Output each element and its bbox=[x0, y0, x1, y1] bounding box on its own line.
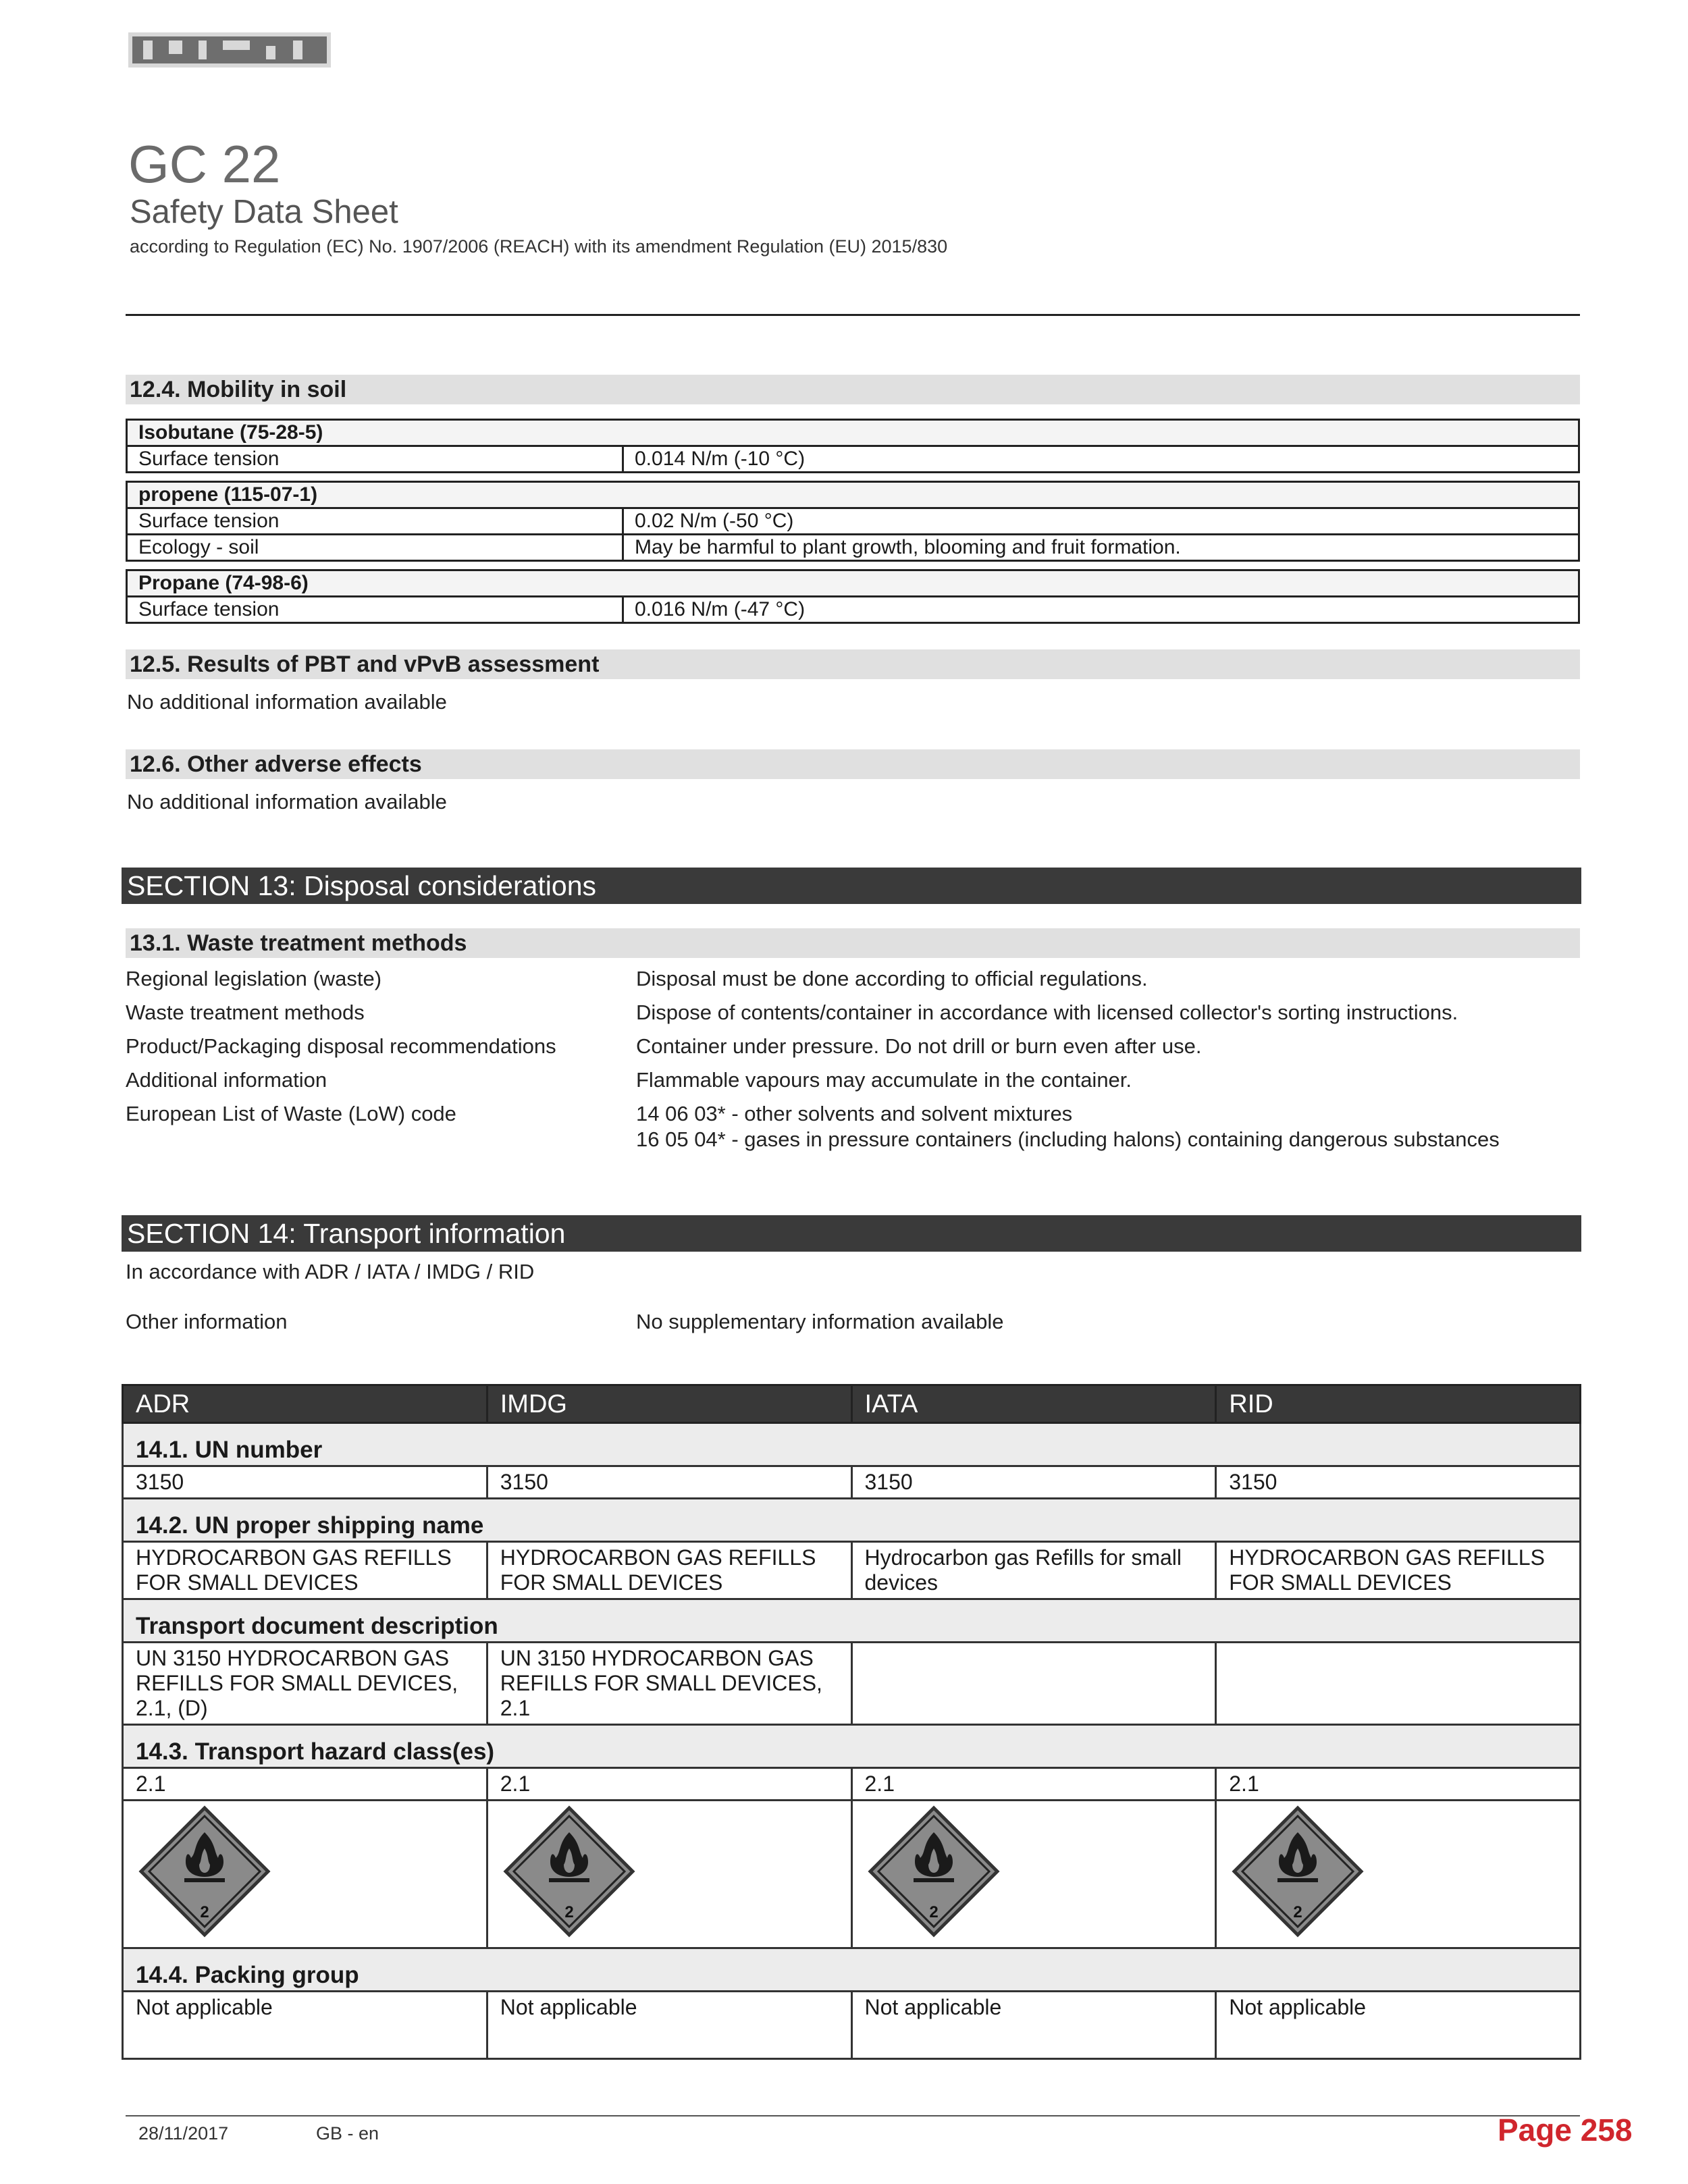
shipping-name-cell: Hydrocarbon gas Refills for small devices bbox=[851, 1542, 1216, 1599]
subheading-shipping-name: 14.2. UN proper shipping name bbox=[123, 1499, 1581, 1542]
pbt-text: No additional information available bbox=[127, 690, 447, 714]
disposal-value: Disposal must be done according to official regulations. bbox=[636, 967, 1148, 990]
company-logo bbox=[128, 32, 331, 68]
section-13-bar: SECTION 13: Disposal considerations bbox=[122, 868, 1581, 904]
section-14-bar: SECTION 14: Transport information bbox=[122, 1215, 1581, 1252]
substance-name: Propane (74-98-6) bbox=[127, 570, 1579, 597]
packing-group-cell: Not applicable bbox=[1216, 1992, 1581, 2059]
packing-group-cell: Not applicable bbox=[851, 1992, 1216, 2059]
heading-12-4: 12.4. Mobility in soil bbox=[126, 375, 1580, 404]
transport-doc-cell bbox=[851, 1643, 1216, 1725]
disposal-value: 14 06 03* - other solvents and solvent mixtures bbox=[636, 1102, 1073, 1125]
column-header: IATA bbox=[851, 1385, 1216, 1423]
hazard-class-cell: 2.1 bbox=[487, 1768, 851, 1801]
property-value: May be harmful to plant growth, blooming and fruit formation. bbox=[623, 535, 1579, 561]
property-value: 0.014 N/m (-10 °C) bbox=[623, 446, 1579, 473]
footer-date: 28/11/2017 bbox=[138, 2123, 229, 2143]
column-header: RID bbox=[1216, 1385, 1581, 1423]
heading-13-1: 13.1. Waste treatment methods bbox=[126, 928, 1580, 958]
subheading-un-number: 14.1. UN number bbox=[123, 1423, 1581, 1466]
isobutane-table bbox=[126, 419, 1580, 473]
un-number-cell: 3150 bbox=[1216, 1466, 1581, 1499]
other-info-label: Other information bbox=[126, 1310, 288, 1333]
flammable-gas-diamond-icon bbox=[502, 1804, 637, 1939]
subheading-transport-doc: Transport document description bbox=[123, 1599, 1581, 1643]
pictogram-cell bbox=[123, 1801, 487, 1948]
column-header: IMDG bbox=[487, 1385, 851, 1423]
property-label: Surface tension bbox=[127, 508, 623, 535]
column-header: ADR bbox=[123, 1385, 487, 1423]
header-divider bbox=[126, 314, 1580, 316]
other-info-value: No supplementary information available bbox=[636, 1310, 1004, 1333]
un-number-cell: 3150 bbox=[851, 1466, 1216, 1499]
shipping-name-cell: HYDROCARBON GAS REFILLS FOR SMALL DEVICES bbox=[123, 1542, 487, 1599]
svg-text:2: 2 bbox=[1293, 1903, 1302, 1921]
document-subtitle: Safety Data Sheet bbox=[130, 194, 398, 230]
page-number: Page 258 bbox=[1498, 2112, 1633, 2148]
disposal-value: Flammable vapours may accumulate in the container. bbox=[636, 1068, 1132, 1092]
pictogram-cell bbox=[487, 1801, 851, 1948]
pictogram-cell bbox=[1216, 1801, 1581, 1948]
hazard-class-cell: 2.1 bbox=[1216, 1768, 1581, 1801]
flammable-gas-diamond-icon bbox=[866, 1804, 1001, 1939]
packing-group-cell: Not applicable bbox=[123, 1992, 487, 2059]
transport-doc-cell: UN 3150 HYDROCARBON GAS REFILLS FOR SMALL DEVICES, 2.1, (D) bbox=[123, 1643, 487, 1725]
disposal-label: Regional legislation (waste) bbox=[126, 967, 382, 990]
footer-language: GB - en bbox=[316, 2123, 379, 2143]
property-value: 0.016 N/m (-47 °C) bbox=[623, 597, 1579, 623]
disposal-label: Additional information bbox=[126, 1068, 327, 1092]
flammable-gas-diamond-icon bbox=[137, 1804, 272, 1939]
footer-divider bbox=[126, 2115, 1580, 2116]
propane-table bbox=[126, 569, 1580, 624]
svg-text:2: 2 bbox=[564, 1903, 574, 1921]
packing-group-cell: Not applicable bbox=[487, 1992, 851, 2059]
disposal-label: European List of Waste (LoW) code bbox=[126, 1102, 456, 1125]
flammable-gas-diamond-icon bbox=[1230, 1804, 1365, 1939]
document-title: GC 22 bbox=[128, 134, 281, 194]
substance-name: propene (115-07-1) bbox=[127, 482, 1579, 508]
transport-intro: In accordance with ADR / IATA / IMDG / RID bbox=[126, 1260, 535, 1283]
transport-doc-cell bbox=[1216, 1643, 1581, 1725]
subheading-packing-group: 14.4. Packing group bbox=[123, 1948, 1581, 1992]
heading-12-5: 12.5. Results of PBT and vPvB assessment bbox=[126, 649, 1580, 679]
disposal-value: 16 05 04* - gases in pressure containers (including halons) containing dangerous substances bbox=[636, 1127, 1500, 1151]
pictogram-cell bbox=[851, 1801, 1216, 1948]
shipping-name-cell: HYDROCARBON GAS REFILLS FOR SMALL DEVICES bbox=[487, 1542, 851, 1599]
property-label: Surface tension bbox=[127, 446, 623, 473]
substance-name: Isobutane (75-28-5) bbox=[127, 420, 1579, 446]
subheading-hazard-class: 14.3. Transport hazard class(es) bbox=[123, 1725, 1581, 1768]
property-label: Surface tension bbox=[127, 597, 623, 623]
hazard-class-cell: 2.1 bbox=[851, 1768, 1216, 1801]
adverse-text: No additional information available bbox=[127, 790, 447, 814]
transport-doc-cell: UN 3150 HYDROCARBON GAS REFILLS FOR SMALL DEVICES, 2.1 bbox=[487, 1643, 851, 1725]
heading-12-6: 12.6. Other adverse effects bbox=[126, 749, 1580, 779]
un-number-cell: 3150 bbox=[123, 1466, 487, 1499]
un-number-cell: 3150 bbox=[487, 1466, 851, 1499]
propene-table bbox=[126, 481, 1580, 562]
disposal-label: Product/Packaging disposal recommendations bbox=[126, 1034, 556, 1058]
property-value: 0.02 N/m (-50 °C) bbox=[623, 508, 1579, 535]
svg-text:2: 2 bbox=[200, 1903, 209, 1921]
shipping-name-cell: HYDROCARBON GAS REFILLS FOR SMALL DEVICES bbox=[1216, 1542, 1581, 1599]
svg-text:2: 2 bbox=[928, 1903, 939, 1921]
transport-table bbox=[122, 1384, 1581, 2060]
property-label: Ecology - soil bbox=[127, 535, 623, 561]
hazard-class-cell: 2.1 bbox=[123, 1768, 487, 1801]
disposal-value: Container under pressure. Do not drill or burn even after use. bbox=[636, 1034, 1202, 1058]
disposal-value: Dispose of contents/container in accordance with licensed collector's sorting instructions. bbox=[636, 1001, 1458, 1024]
regulation-note: according to Regulation (EC) No. 1907/2006 (REACH) with its amendment Regulation (EU) 2015/830 bbox=[130, 236, 948, 257]
disposal-label: Waste treatment methods bbox=[126, 1001, 365, 1024]
